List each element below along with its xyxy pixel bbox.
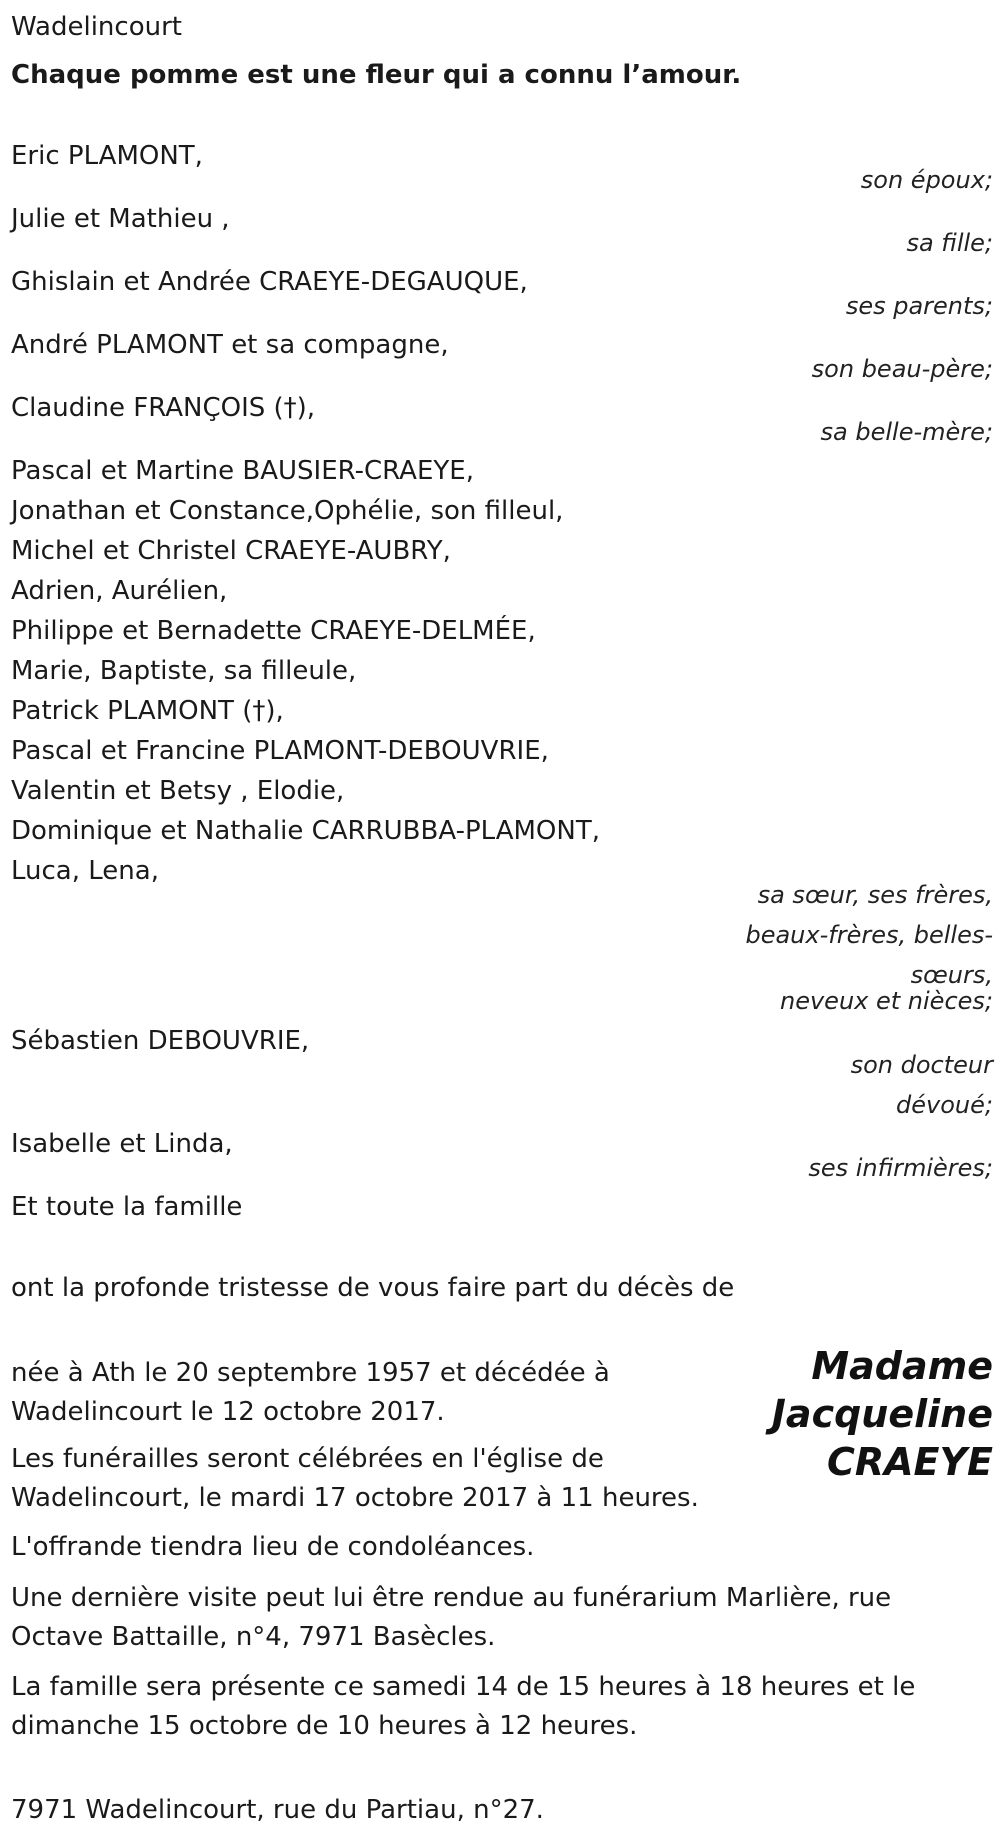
birth-death-line: née à Ath le 20 septembre 1957 et décédée à: [11, 1358, 610, 1388]
locality-heading: Wadelincourt: [11, 12, 182, 42]
relation-daughter: sa fille;: [906, 229, 993, 257]
funeral-line: Wadelincourt, le mardi 17 octobre 2017 à 11 heures.: [11, 1483, 699, 1513]
relation-siblings: neveux et nièces;: [780, 987, 993, 1015]
family-member-parents: Ghislain et Andrée CRAEYE-DEGAUQUE,: [11, 267, 528, 297]
visit-line: Une dernière visite peut lui être rendue au funérarium Marlière, rue: [11, 1583, 892, 1613]
relation-father-in-law: son beau-père;: [811, 355, 993, 383]
quote-heading: Chaque pomme est une fleur qui a connu l’amour.: [11, 60, 742, 90]
relation-husband: son époux;: [860, 166, 993, 194]
sibling-line: Pascal et Martine BAUSIER-CRAEYE,: [11, 456, 474, 486]
sibling-line: Patrick PLAMONT (†),: [11, 696, 284, 726]
relation-siblings: beaux-frères, belles-: [745, 921, 993, 949]
funeral-line: Les funérailles seront célébrées en l'église de: [11, 1444, 604, 1474]
relation-nurses: ses infirmières;: [808, 1154, 993, 1182]
relation-siblings: sa sœur, ses frères,: [757, 881, 993, 909]
sibling-line: Adrien, Aurélien,: [11, 576, 228, 606]
presence-line: La famille sera présente ce samedi 14 de 15 heures à 18 heures et le: [11, 1672, 916, 1702]
relation-siblings: sœurs,: [910, 961, 993, 989]
sibling-line: Jonathan et Constance,Ophélie, son filleul,: [11, 496, 564, 526]
family-member-doctor: Sébastien DEBOUVRIE,: [11, 1026, 310, 1056]
sibling-line: Valentin et Betsy , Elodie,: [11, 776, 345, 806]
deceased-first-name: Jacqueline: [771, 1392, 993, 1436]
presence-line: dimanche 15 octobre de 10 heures à 12 heures.: [11, 1711, 638, 1741]
deceased-title: Madame: [811, 1344, 993, 1388]
announcement-text: ont la profonde tristesse de vous faire part du décès de: [11, 1273, 735, 1303]
home-address: 7971 Wadelincourt, rue du Partiau, n°27.: [11, 1795, 544, 1825]
relation-doctor: son docteur: [850, 1051, 993, 1079]
relation-parents: ses parents;: [845, 292, 993, 320]
family-member-father-in-law: André PLAMONT et sa compagne,: [11, 330, 449, 360]
offering-line: L'offrande tiendra lieu de condoléances.: [11, 1532, 535, 1562]
relation-doctor: dévoué;: [896, 1091, 993, 1119]
family-member-husband: Eric PLAMONT,: [11, 141, 203, 171]
birth-death-line: Wadelincourt le 12 octobre 2017.: [11, 1397, 445, 1427]
family-member-all: Et toute la famille: [11, 1192, 243, 1222]
relation-mother-in-law: sa belle-mère;: [820, 418, 993, 446]
sibling-line: Pascal et Francine PLAMONT-DEBOUVRIE,: [11, 736, 549, 766]
deceased-last-name: CRAEYE: [827, 1440, 993, 1484]
family-member-daughter: Julie et Mathieu ,: [11, 204, 230, 234]
sibling-line: Dominique et Nathalie CARRUBBA-PLAMONT,: [11, 816, 600, 846]
sibling-line: Luca, Lena,: [11, 856, 159, 886]
visit-line: Octave Battaille, n°4, 7971 Basècles.: [11, 1622, 496, 1652]
deceased-name: [733, 1342, 993, 1486]
sibling-line: Michel et Christel CRAEYE-AUBRY,: [11, 536, 451, 566]
family-member-nurses: Isabelle et Linda,: [11, 1129, 233, 1159]
sibling-line: Philippe et Bernadette CRAEYE-DELMÉE,: [11, 616, 536, 646]
family-member-mother-in-law: Claudine FRANÇOIS (†),: [11, 393, 316, 423]
sibling-line: Marie, Baptiste, sa filleule,: [11, 656, 357, 686]
